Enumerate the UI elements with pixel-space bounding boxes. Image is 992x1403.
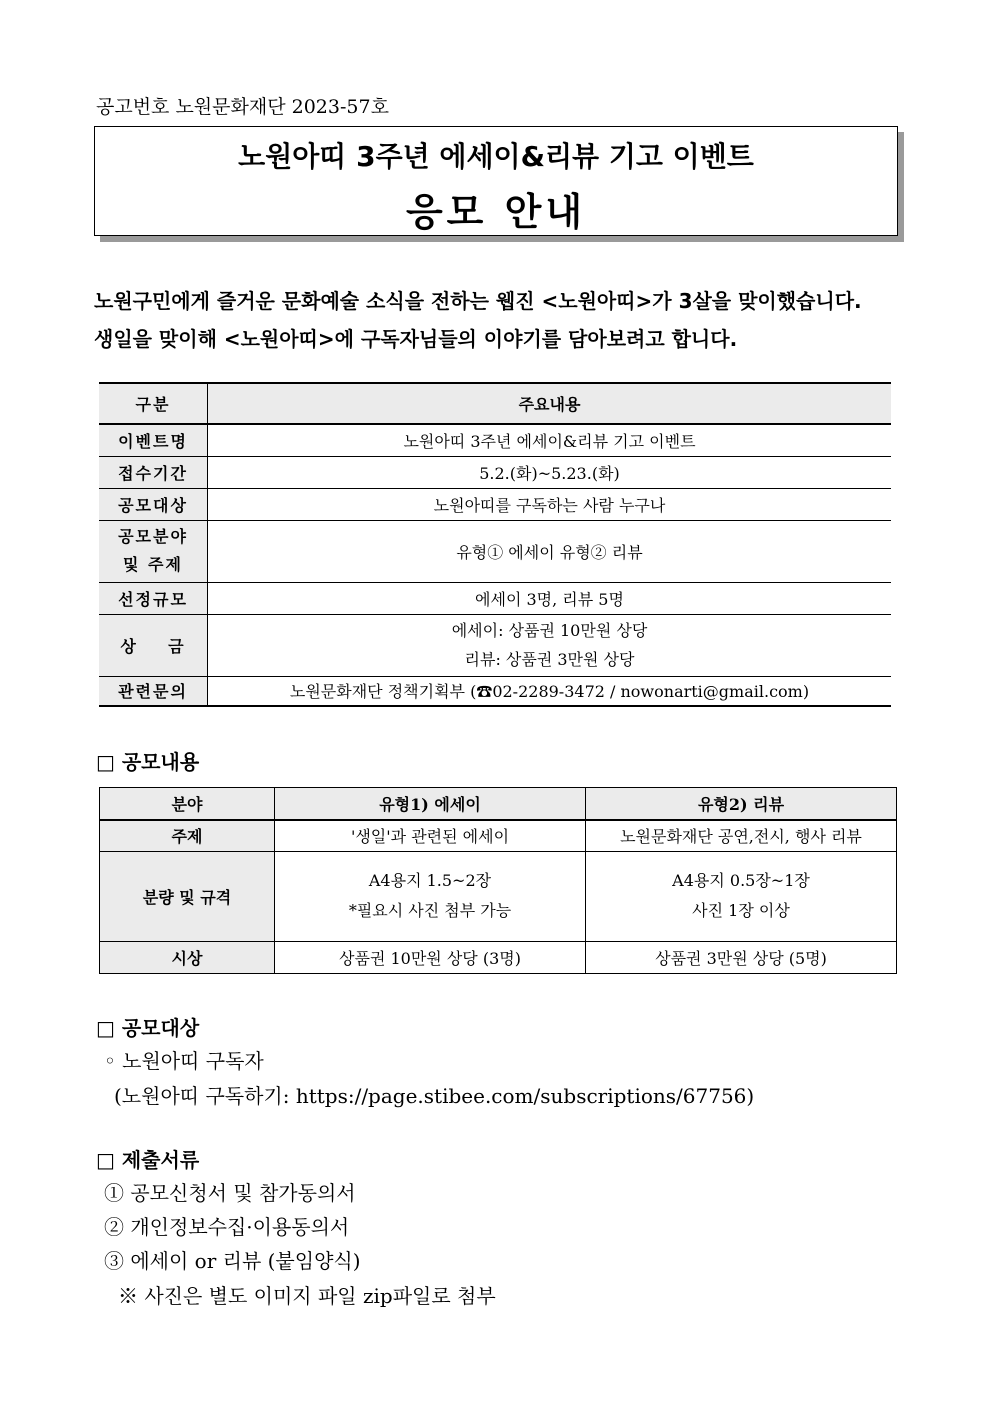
content-table <box>99 787 897 974</box>
row-value: 유형① 에세이 유형② 리뷰 <box>208 520 892 582</box>
row-value: 노원아띠를 구독하는 사람 누구나 <box>208 488 892 520</box>
table-header <box>99 383 891 424</box>
intro-text <box>94 282 914 358</box>
review-cell: 노원문화재단 공연,전시, 행사 리뷰 <box>586 820 897 851</box>
doc-note: ※ 사진은 별도 이미지 파일 zip파일로 첨부 <box>118 1284 496 1308</box>
row-label: 시상 <box>100 941 275 973</box>
table-header <box>100 788 897 821</box>
table-row <box>99 488 891 520</box>
row-label: 이벤트명 <box>99 424 208 456</box>
essay-cell: A4용지 1.5~2장 *필요시 사진 첨부 가능 <box>275 851 586 941</box>
doc-item: ② 개인정보수집·이용동의서 <box>104 1215 350 1239</box>
section-title-content: □ 공모내용 <box>96 750 200 774</box>
header-cell: 분야 <box>100 788 275 821</box>
table-row <box>100 820 897 851</box>
row-value: 노원아띠 3주년 에세이&리뷰 기고 이벤트 <box>208 424 892 456</box>
row-label: 상 금 <box>99 614 208 676</box>
page-subtitle: 응모 안내 <box>405 190 587 234</box>
essay-cell: '생일'과 관련된 에세이 <box>275 820 586 851</box>
intro-line: 노원구민에게 즐거운 문화예술 소식을 전하는 웹진 <노원아띠>가 3살을 맞이했습니다. <box>94 289 862 313</box>
row-value: 에세이: 상품권 10만원 상당 리뷰: 상품권 3만원 상당 <box>208 614 892 676</box>
table-row <box>99 456 891 488</box>
header-cell: 유형1) 에세이 <box>275 788 586 821</box>
row-label: 관련문의 <box>99 676 208 706</box>
subscribe-link[interactable]: (노원아띠 구독하기: https://page.stibee.com/subscriptions/67756) <box>114 1084 755 1108</box>
row-label: 주제 <box>100 820 275 851</box>
table-row <box>99 424 891 456</box>
info-table <box>99 382 891 707</box>
review-cell: 상품권 3만원 상당 (5명) <box>586 941 897 973</box>
row-label: 공모분야 및 주제 <box>99 520 208 582</box>
header-cell: 유형2) 리뷰 <box>586 788 897 821</box>
section-title-docs: □ 제출서류 <box>96 1148 200 1172</box>
row-value: 에세이 3명, 리뷰 5명 <box>208 582 892 614</box>
intro-line: 생일을 맞이해 <노원아띠>에 구독자님들의 이야기를 담아보려고 합니다. <box>94 327 738 351</box>
title-box <box>94 126 898 236</box>
header-cell: 구분 <box>99 383 208 424</box>
page-title: 노원아띠 3주년 에세이&리뷰 기고 이벤트 <box>238 140 754 173</box>
essay-cell: 상품권 10만원 상당 (3명) <box>275 941 586 973</box>
row-label: 공모대상 <box>99 488 208 520</box>
table-row <box>100 851 897 941</box>
notice-number: 공고번호 노원문화재단 2023-57호 <box>96 96 389 118</box>
table-row <box>99 676 891 706</box>
section-title-target: □ 공모대상 <box>96 1016 200 1040</box>
review-cell: A4용지 0.5장~1장 사진 1장 이상 <box>586 851 897 941</box>
table-row <box>99 582 891 614</box>
row-value: 노원문화재단 정책기획부 (☎02-2289-3472 / nowonarti@gmail.com) <box>208 676 892 706</box>
row-label: 분량 및 규격 <box>100 851 275 941</box>
doc-item: ① 공모신청서 및 참가동의서 <box>104 1181 356 1205</box>
table-row <box>99 520 891 582</box>
row-label: 접수기간 <box>99 456 208 488</box>
table-row <box>99 614 891 676</box>
doc-item: ③ 에세이 or 리뷰 (붙임양식) <box>104 1249 361 1273</box>
header-cell: 주요내용 <box>208 383 892 424</box>
target-item: ◦ 노원아띠 구독자 <box>104 1049 264 1073</box>
row-label: 선정규모 <box>99 582 208 614</box>
row-value: 5.2.(화)~5.23.(화) <box>208 456 892 488</box>
table-row <box>100 941 897 973</box>
